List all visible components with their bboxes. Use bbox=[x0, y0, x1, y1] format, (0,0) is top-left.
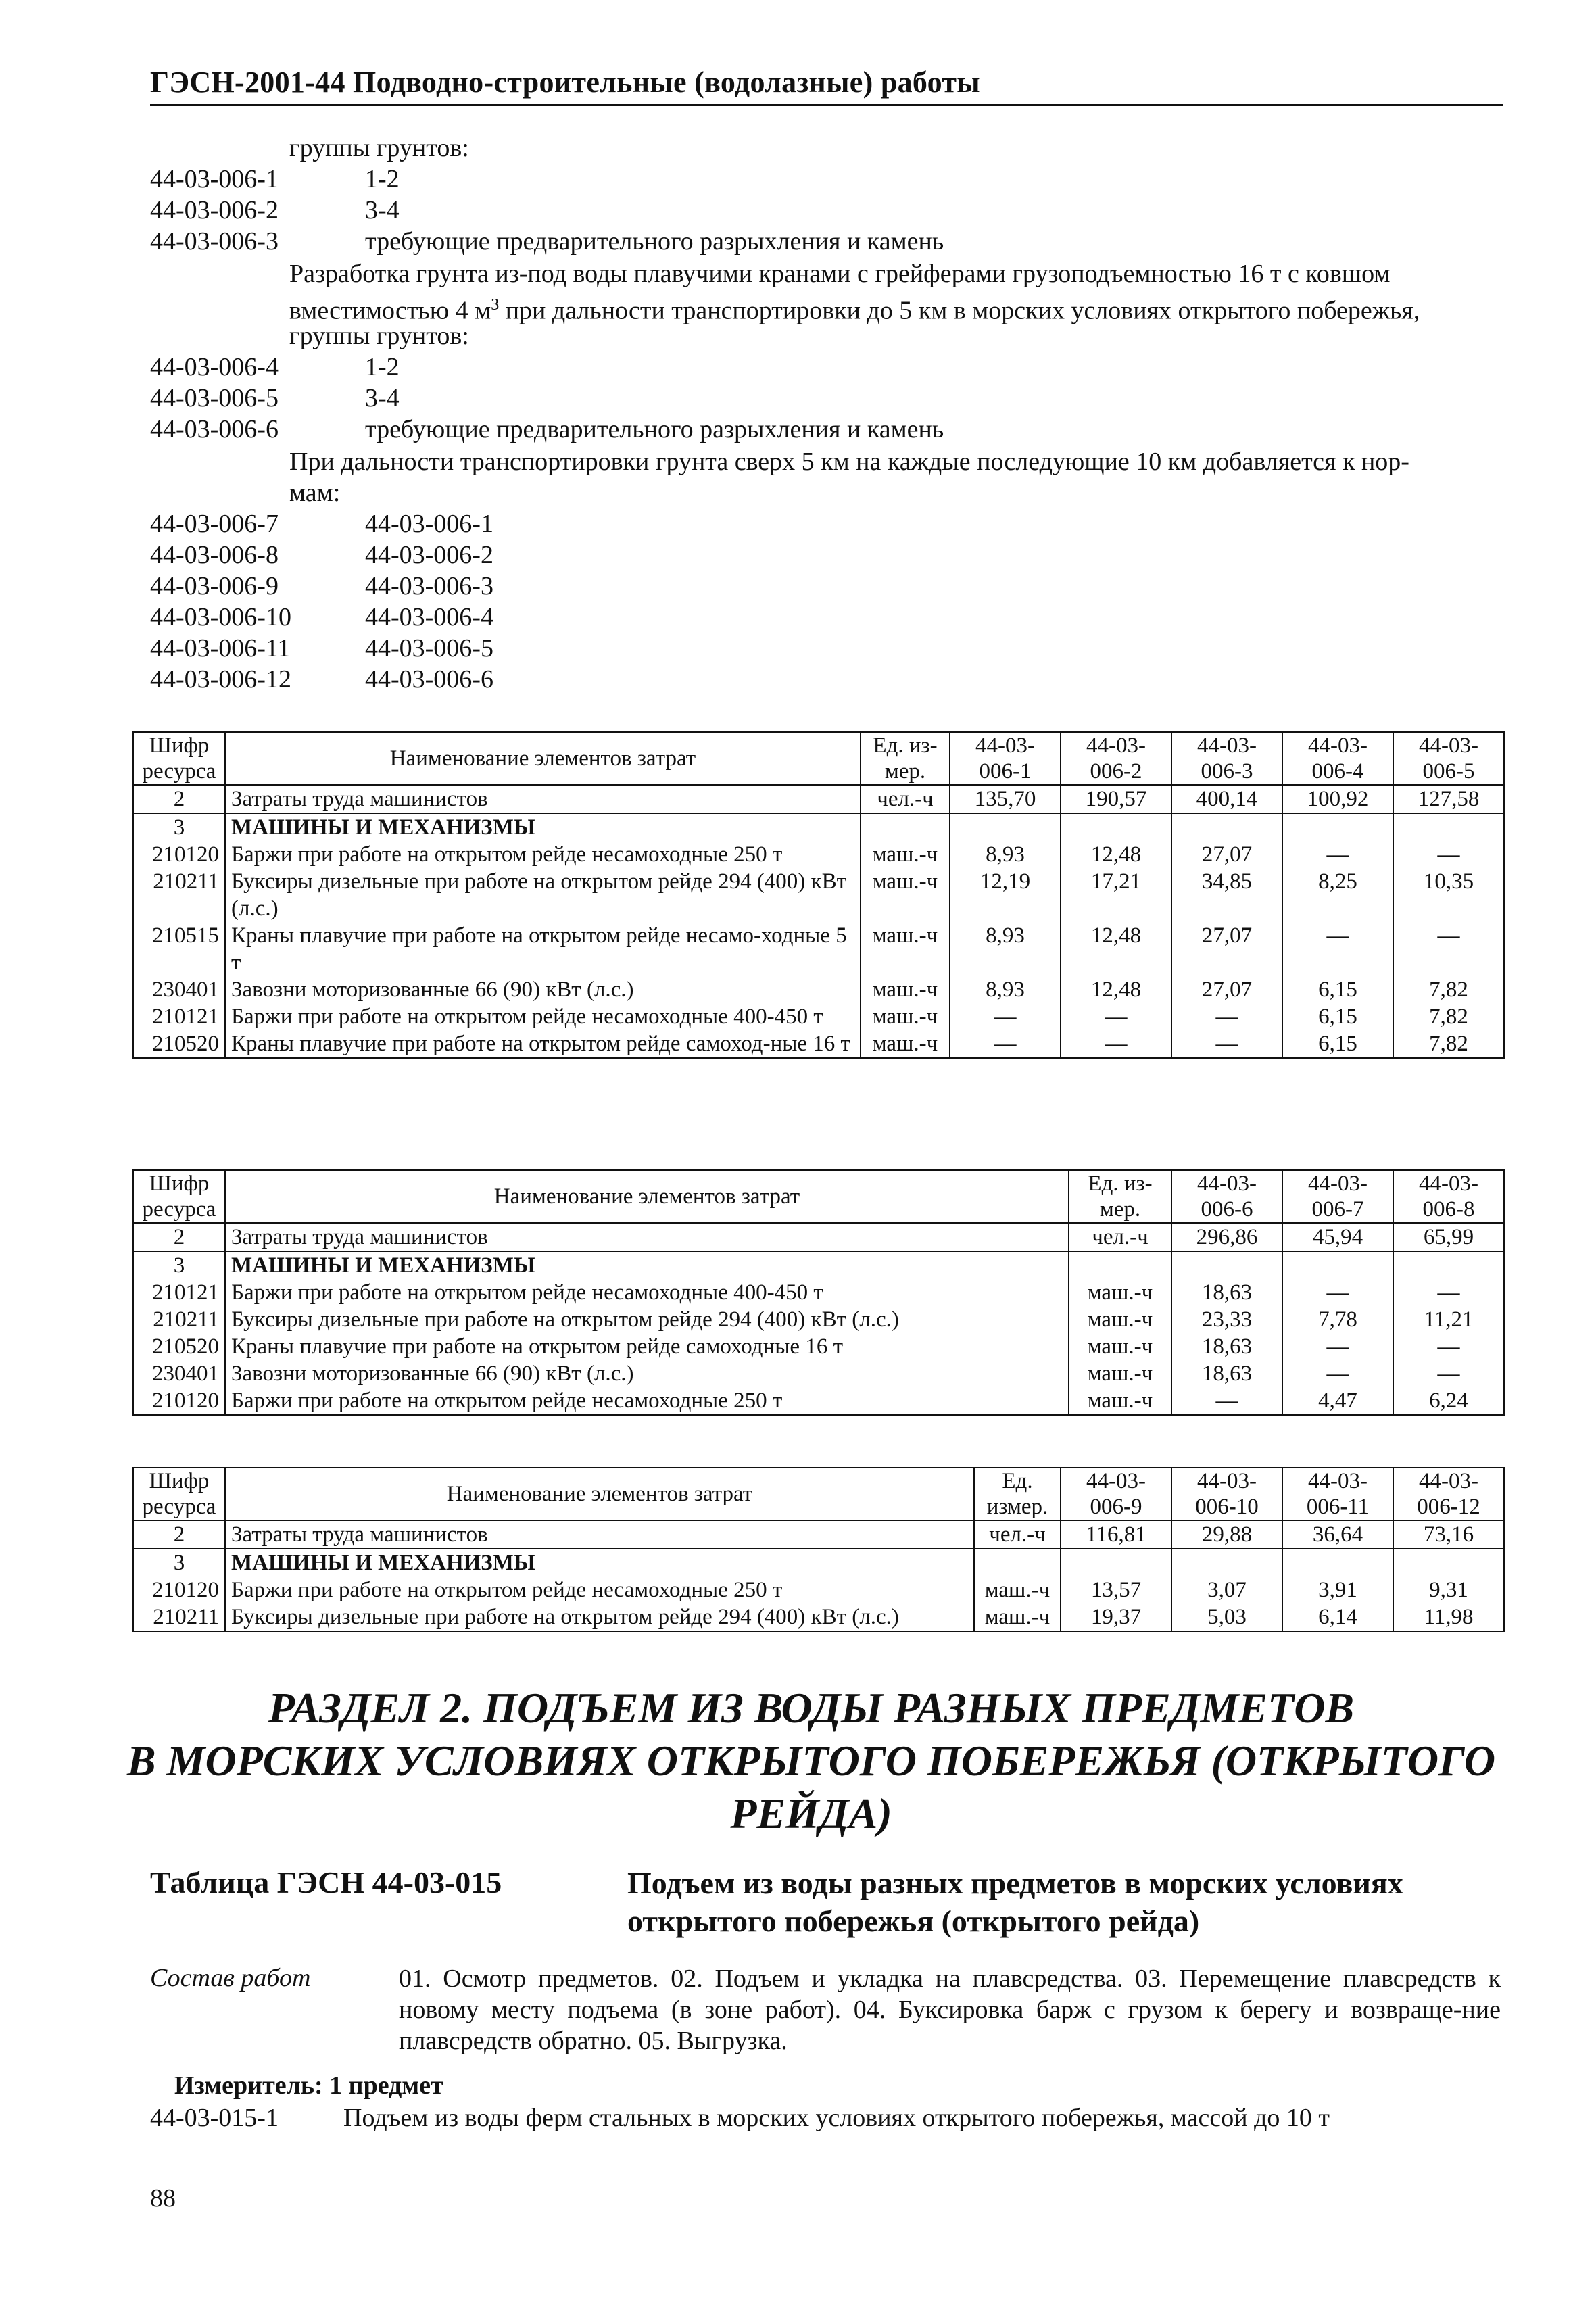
header-text: 006-5 bbox=[1422, 759, 1475, 783]
table-cell: 9,31 bbox=[1393, 1576, 1504, 1603]
item-text: 44-03-006-4 bbox=[365, 603, 493, 631]
table-cell: 4,47 bbox=[1282, 1387, 1393, 1415]
table-cell: 3 bbox=[133, 1549, 225, 1576]
table-cell: маш.-ч bbox=[861, 922, 950, 976]
table-cell: МАШИНЫ И МЕХАНИЗМЫ bbox=[225, 1549, 974, 1576]
header-text: 44-03- bbox=[1308, 733, 1368, 758]
table-cell: 5,03 bbox=[1171, 1603, 1282, 1631]
table-cell: — bbox=[1393, 1360, 1504, 1387]
table-cell: Баржи при работе на открытом рейде несамоходные 250 т bbox=[225, 1387, 1069, 1415]
text-segment: при дальности транспортировки до 5 км в морских условиях открытого побережья, bbox=[499, 296, 1420, 325]
table-cell: 27,07 bbox=[1171, 976, 1282, 1003]
section-heading-line: РЕЙДА) bbox=[730, 1789, 892, 1837]
header-cell bbox=[1171, 1468, 1282, 1520]
header-text: Шифр bbox=[149, 1172, 210, 1196]
table-cell: 210121 bbox=[133, 1279, 225, 1306]
groups-label-1: группы грунтов: bbox=[289, 134, 469, 162]
table-row bbox=[133, 1333, 1504, 1360]
item-text: 1-2 bbox=[365, 353, 400, 381]
table-cell: Баржи при работе на открытом рейде несамоходные 400-450 т bbox=[225, 1279, 1069, 1306]
table-cell: — bbox=[1171, 1030, 1282, 1058]
header-cell bbox=[133, 1170, 225, 1223]
table-row bbox=[133, 1576, 1504, 1603]
header-cell bbox=[1282, 732, 1393, 785]
header-cell bbox=[1393, 1170, 1504, 1223]
table-cell: 34,85 bbox=[1171, 868, 1282, 922]
table-cell: 210520 bbox=[133, 1333, 225, 1360]
table-cell: маш.-ч bbox=[974, 1576, 1061, 1603]
header-text: мер. bbox=[884, 759, 926, 783]
table-cell bbox=[1393, 813, 1504, 841]
table-cell: Баржи при работе на открытом рейде несамоходные 250 т bbox=[225, 1576, 974, 1603]
table-cell: МАШИНЫ И МЕХАНИЗМЫ bbox=[225, 1251, 1069, 1279]
table-cell: — bbox=[1393, 1333, 1504, 1360]
table-cell: 210515 bbox=[133, 922, 225, 976]
table-cell bbox=[1061, 813, 1171, 841]
table-row bbox=[133, 1003, 1504, 1030]
table-cell: — bbox=[950, 1003, 1061, 1030]
table-row bbox=[133, 1360, 1504, 1387]
item-code: 44-03-006-2 bbox=[150, 196, 279, 224]
item-code: 44-03-006-11 bbox=[150, 634, 291, 662]
table-row bbox=[133, 785, 1504, 813]
measure-unit: Измеритель: 1 предмет bbox=[174, 2071, 443, 2100]
table-cell: 10,35 bbox=[1393, 868, 1504, 922]
table-cell: 400,14 bbox=[1171, 785, 1282, 813]
table-row bbox=[133, 813, 1504, 841]
item-text: 44-03-006-1 bbox=[365, 510, 493, 538]
header-cell bbox=[1069, 1170, 1171, 1223]
table-cell: 6,15 bbox=[1282, 1003, 1393, 1030]
table-cell: — bbox=[1061, 1030, 1171, 1058]
table-cell: 190,57 bbox=[1061, 785, 1171, 813]
table-cell: 7,82 bbox=[1393, 1030, 1504, 1058]
table-cell: — bbox=[1282, 841, 1393, 868]
header-cell bbox=[1393, 732, 1504, 785]
header-text: 44-03- bbox=[1419, 733, 1478, 758]
header-text: 44-03- bbox=[1419, 1469, 1478, 1493]
table-cell: — bbox=[1393, 1279, 1504, 1306]
table-cell: 2 bbox=[133, 1520, 225, 1549]
header-text: 006-11 bbox=[1306, 1495, 1370, 1519]
table-cell: 6,14 bbox=[1282, 1603, 1393, 1631]
table-cell: — bbox=[1171, 1003, 1282, 1030]
item-text: 44-03-006-2 bbox=[365, 541, 493, 569]
table-cell: маш.-ч bbox=[861, 1030, 950, 1058]
table-cell: 36,64 bbox=[1282, 1520, 1393, 1549]
table-cell: 116,81 bbox=[1061, 1520, 1171, 1549]
header-text: 006-3 bbox=[1201, 759, 1253, 783]
header-text: 006-7 bbox=[1311, 1197, 1364, 1222]
item-code: 44-03-006-10 bbox=[150, 603, 291, 631]
item-code: 44-03-015-1 bbox=[150, 2104, 279, 2132]
table-cell: маш.-ч bbox=[861, 976, 950, 1003]
para3-line2: мам: bbox=[289, 479, 341, 507]
table-cell: — bbox=[1393, 922, 1504, 976]
item-code: 44-03-006-12 bbox=[150, 665, 291, 694]
table-cell: маш.-ч bbox=[1069, 1387, 1171, 1415]
table-cell: 18,63 bbox=[1171, 1360, 1282, 1387]
header-cell bbox=[133, 1468, 225, 1520]
table-cell: 17,21 bbox=[1061, 868, 1171, 922]
header-cell: Наименование элементов затрат bbox=[225, 1468, 974, 1520]
header-text: ресурса bbox=[142, 1495, 216, 1519]
table-cell: 12,48 bbox=[1061, 922, 1171, 976]
table-cell bbox=[1171, 1251, 1282, 1279]
table-cell: — bbox=[1282, 1279, 1393, 1306]
header-text: 44-03- bbox=[1308, 1172, 1368, 1196]
header-cell bbox=[1171, 732, 1282, 785]
table-cell: Буксиры дизельные при работе на открытом рейде 294 (400) кВт (л.с.) bbox=[225, 1603, 974, 1631]
work-composition-text: 01. Осмотр предметов. 02. Подъем и укладка на плавсредства. 03. Перемещение плавсредств к новому месту подъема (в зоне работ). 04. Буксировка барж с грузом к берегу и возвраще-ние плавсредств обратно. 05. Выгрузка. bbox=[399, 1964, 1501, 2055]
table-row bbox=[133, 922, 1504, 976]
table-cell: чел.-ч bbox=[861, 785, 950, 813]
table-cell: 6,24 bbox=[1393, 1387, 1504, 1415]
table-cell: Баржи при работе на открытом рейде несамоходные 400-450 т bbox=[225, 1003, 861, 1030]
table-cell: — bbox=[1171, 1387, 1282, 1415]
table-cell bbox=[974, 1549, 1061, 1576]
table-cell: 210211 bbox=[133, 868, 225, 922]
resource-table-3 bbox=[132, 1467, 1505, 1632]
para2-line3: группы грунтов: bbox=[289, 322, 469, 350]
header-text: 44-03- bbox=[1308, 1469, 1368, 1493]
header-cell: Наименование элементов затрат bbox=[225, 1170, 1069, 1223]
table-cell: 127,58 bbox=[1393, 785, 1504, 813]
table-row bbox=[133, 1549, 1504, 1576]
item-text: 1-2 bbox=[365, 165, 400, 193]
table-cell: 8,93 bbox=[950, 922, 1061, 976]
table-cell: маш.-ч bbox=[861, 841, 950, 868]
table-cell: 8,93 bbox=[950, 976, 1061, 1003]
superscript: 3 bbox=[491, 296, 500, 314]
header-text: Шифр bbox=[149, 1469, 210, 1493]
table-cell: чел.-ч bbox=[974, 1520, 1061, 1549]
section-heading bbox=[122, 1682, 1501, 1840]
table-cell: 65,99 bbox=[1393, 1223, 1504, 1251]
header-text: Шифр bbox=[149, 733, 210, 758]
header-cell bbox=[974, 1468, 1061, 1520]
table-cell: 12,19 bbox=[950, 868, 1061, 922]
table-cell: — bbox=[950, 1030, 1061, 1058]
table-cell bbox=[1393, 1549, 1504, 1576]
table-cell: 13,57 bbox=[1061, 1576, 1171, 1603]
table-cell: 210121 bbox=[133, 1003, 225, 1030]
table-cell: Краны плавучие при работе на открытом рейде самоходные 16 т bbox=[225, 1333, 1069, 1360]
table-cell: 210211 bbox=[133, 1603, 225, 1631]
table-cell: 12,48 bbox=[1061, 841, 1171, 868]
table-cell: — bbox=[1282, 1360, 1393, 1387]
header-cell bbox=[1282, 1170, 1393, 1223]
item-code: 44-03-006-1 bbox=[150, 165, 279, 193]
item-code: 44-03-006-7 bbox=[150, 510, 279, 538]
header-cell bbox=[1171, 1170, 1282, 1223]
header-rule bbox=[150, 104, 1503, 106]
table-cell: 210120 bbox=[133, 1576, 225, 1603]
header-text: Ед. из- bbox=[1088, 1172, 1153, 1196]
table-row bbox=[133, 1251, 1504, 1279]
table-row bbox=[133, 976, 1504, 1003]
table-cell: Завозни моторизованные 66 (90) кВт (л.с.) bbox=[225, 1360, 1069, 1387]
table-cell: 3 bbox=[133, 1251, 225, 1279]
item-code: 44-03-006-4 bbox=[150, 353, 279, 381]
table-cell: 210120 bbox=[133, 841, 225, 868]
table-cell bbox=[861, 813, 950, 841]
table-cell: Затраты труда машинистов bbox=[225, 1520, 974, 1549]
header-text: 44-03- bbox=[975, 733, 1035, 758]
table-header-row bbox=[133, 1468, 1504, 1520]
table-row bbox=[133, 1603, 1504, 1631]
table-cell: 12,48 bbox=[1061, 976, 1171, 1003]
table-cell: МАШИНЫ И МЕХАНИЗМЫ bbox=[225, 813, 861, 841]
table-cell: — bbox=[1282, 922, 1393, 976]
table-cell: 7,82 bbox=[1393, 1003, 1504, 1030]
header-text: 44-03- bbox=[1197, 1172, 1257, 1196]
table-cell: 2 bbox=[133, 1223, 225, 1251]
header-cell: Наименование элементов затрат bbox=[225, 732, 861, 785]
table-cell: Буксиры дизельные при работе на открытом рейде 294 (400) кВт (л.с.) bbox=[225, 1306, 1069, 1333]
header-text: 006-12 bbox=[1417, 1495, 1480, 1519]
table-cell bbox=[1171, 1549, 1282, 1576]
table-cell: Затраты труда машинистов bbox=[225, 1223, 1069, 1251]
table-cell: маш.-ч bbox=[861, 1003, 950, 1030]
header-text: Ед. из- bbox=[873, 733, 938, 758]
table-cell: 29,88 bbox=[1171, 1520, 1282, 1549]
table-cell: 18,63 bbox=[1171, 1333, 1282, 1360]
header-text: 44-03- bbox=[1086, 1469, 1146, 1493]
table-row bbox=[133, 1520, 1504, 1549]
table-row bbox=[133, 1279, 1504, 1306]
item-code: 44-03-006-8 bbox=[150, 541, 279, 569]
table-row bbox=[133, 868, 1504, 922]
table-cell: 27,07 bbox=[1171, 922, 1282, 976]
table-cell: 6,15 bbox=[1282, 1030, 1393, 1058]
table-cell bbox=[1061, 1549, 1171, 1576]
table-cell: 210120 bbox=[133, 1387, 225, 1415]
table-row bbox=[133, 841, 1504, 868]
table-cell: 210211 bbox=[133, 1306, 225, 1333]
table-cell bbox=[1393, 1251, 1504, 1279]
page-number: 88 bbox=[150, 2184, 176, 2213]
header-cell bbox=[1393, 1468, 1504, 1520]
table-cell: маш.-ч bbox=[1069, 1279, 1171, 1306]
table-cell: 135,70 bbox=[950, 785, 1061, 813]
header-text: ресурса bbox=[142, 1197, 216, 1222]
table-cell: 3,07 bbox=[1171, 1576, 1282, 1603]
item-text: Подъем из воды ферм стальных в морских условиях открытого побережья, массой до 10 т bbox=[343, 2104, 1330, 2132]
table-cell: — bbox=[1061, 1003, 1171, 1030]
item-text: 44-03-006-5 bbox=[365, 634, 493, 662]
header-text: 006-2 bbox=[1090, 759, 1142, 783]
header-text: 006-10 bbox=[1195, 1495, 1259, 1519]
table-header-row bbox=[133, 1170, 1504, 1223]
table-cell: 19,37 bbox=[1061, 1603, 1171, 1631]
table-cell: маш.-ч bbox=[861, 868, 950, 922]
table-cell: чел.-ч bbox=[1069, 1223, 1171, 1251]
header-cell bbox=[1061, 732, 1171, 785]
header-text: 44-03- bbox=[1086, 733, 1146, 758]
table-cell: Краны плавучие при работе на открытом рейде самоход-ные 16 т bbox=[225, 1030, 861, 1058]
table-cell: 100,92 bbox=[1282, 785, 1393, 813]
item-code: 44-03-006-6 bbox=[150, 415, 279, 443]
item-text: 3-4 bbox=[365, 196, 400, 224]
table-cell: 3 bbox=[133, 813, 225, 841]
table-cell: Завозни моторизованные 66 (90) кВт (л.с.) bbox=[225, 976, 861, 1003]
table-cell bbox=[950, 813, 1061, 841]
header-text: 006-9 bbox=[1090, 1495, 1142, 1519]
running-header: ГЭСН-2001-44 Подводно-строительные (водолазные) работы bbox=[150, 66, 980, 99]
header-text: ресурса bbox=[142, 759, 216, 783]
resource-table-2 bbox=[132, 1169, 1505, 1416]
header-text: 44-03- bbox=[1197, 733, 1257, 758]
header-text: 44-03- bbox=[1419, 1172, 1478, 1196]
table-cell: 8,25 bbox=[1282, 868, 1393, 922]
header-cell bbox=[133, 732, 225, 785]
table-cell: маш.-ч bbox=[1069, 1306, 1171, 1333]
table-cell: Баржи при работе на открытом рейде несамоходные 250 т bbox=[225, 841, 861, 868]
header-cell bbox=[1282, 1468, 1393, 1520]
table-row bbox=[133, 1387, 1504, 1415]
table-cell: 2 bbox=[133, 785, 225, 813]
item-text: 3-4 bbox=[365, 384, 400, 412]
header-text: мер. bbox=[1099, 1197, 1141, 1222]
header-cell bbox=[950, 732, 1061, 785]
item-text: требующие предварительного разрыхления и камень bbox=[365, 227, 944, 256]
table-row bbox=[133, 1306, 1504, 1333]
table-cell: — bbox=[1282, 1333, 1393, 1360]
table-title: Подъем из воды разных предметов в морских условиях открытого побережья (открытого рейда) bbox=[627, 1866, 1403, 1938]
table-cell: 18,63 bbox=[1171, 1279, 1282, 1306]
header-cell bbox=[1061, 1468, 1171, 1520]
table-cell: маш.-ч bbox=[1069, 1333, 1171, 1360]
table-cell: 23,33 bbox=[1171, 1306, 1282, 1333]
header-text: Ед. bbox=[1002, 1469, 1033, 1493]
table-cell: Краны плавучие при работе на открытом рейде несамо-ходные 5 т bbox=[225, 922, 861, 976]
table-label: Таблица ГЭСН 44-03-015 bbox=[150, 1865, 502, 1900]
table-cell: 230401 bbox=[133, 1360, 225, 1387]
section-heading-line: В МОРСКИХ УСЛОВИЯХ ОТКРЫТОГО ПОБЕРЕЖЬЯ (ОТКРЫТОГО bbox=[126, 1737, 1496, 1785]
para2-line1: Разработка грунта из-под воды плавучими кранами с грейферами грузоподъемностью 16 т с ковшом bbox=[289, 260, 1391, 288]
item-text: 44-03-006-6 bbox=[365, 665, 493, 694]
table-header-row bbox=[133, 732, 1504, 785]
table-cell bbox=[1171, 813, 1282, 841]
resource-table-1 bbox=[132, 731, 1505, 1059]
table-cell: — bbox=[1393, 841, 1504, 868]
header-text: 006-6 bbox=[1201, 1197, 1253, 1222]
table-row bbox=[133, 1030, 1504, 1058]
table-cell bbox=[1282, 1251, 1393, 1279]
table-cell: маш.-ч bbox=[974, 1603, 1061, 1631]
header-text: измер. bbox=[986, 1495, 1048, 1519]
section-heading-line: РАЗДЕЛ 2. ПОДЪЕМ ИЗ ВОДЫ РАЗНЫХ ПРЕДМЕТОВ bbox=[268, 1684, 1355, 1732]
table-cell: 296,86 bbox=[1171, 1223, 1282, 1251]
table-row bbox=[133, 1223, 1504, 1251]
item-text: требующие предварительного разрыхления и камень bbox=[365, 415, 944, 443]
item-text: 44-03-006-3 bbox=[365, 572, 493, 600]
table-cell: Буксиры дизельные при работе на открытом рейде 294 (400) кВт (л.с.) bbox=[225, 868, 861, 922]
table-cell: 7,78 bbox=[1282, 1306, 1393, 1333]
para3-line1: При дальности транспортировки грунта сверх 5 км на каждые последующие 10 км добавляется к нор- bbox=[289, 448, 1409, 476]
table-cell: 45,94 bbox=[1282, 1223, 1393, 1251]
table-cell: 210520 bbox=[133, 1030, 225, 1058]
work-composition-label: Состав работ bbox=[150, 1964, 311, 1992]
table-cell: Затраты труда машинистов bbox=[225, 785, 861, 813]
text-segment: вместимостью 4 м bbox=[289, 296, 491, 325]
table-cell: 8,93 bbox=[950, 841, 1061, 868]
table-cell bbox=[1069, 1251, 1171, 1279]
table-cell: маш.-ч bbox=[1069, 1360, 1171, 1387]
table-cell: 73,16 bbox=[1393, 1520, 1504, 1549]
table-cell bbox=[1282, 1549, 1393, 1576]
table-cell: 11,21 bbox=[1393, 1306, 1504, 1333]
item-code: 44-03-006-9 bbox=[150, 572, 279, 600]
header-text: 006-1 bbox=[979, 759, 1032, 783]
item-code: 44-03-006-5 bbox=[150, 384, 279, 412]
table-cell: 11,98 bbox=[1393, 1603, 1504, 1631]
table-cell: 230401 bbox=[133, 976, 225, 1003]
header-text: 006-8 bbox=[1422, 1197, 1475, 1222]
table-cell: 27,07 bbox=[1171, 841, 1282, 868]
header-text: 006-4 bbox=[1311, 759, 1364, 783]
header-text: 44-03- bbox=[1197, 1469, 1257, 1493]
item-code: 44-03-006-3 bbox=[150, 227, 279, 256]
table-cell bbox=[1282, 813, 1393, 841]
table-cell: 3,91 bbox=[1282, 1576, 1393, 1603]
header-cell bbox=[861, 732, 950, 785]
table-cell: 6,15 bbox=[1282, 976, 1393, 1003]
table-cell: 7,82 bbox=[1393, 976, 1504, 1003]
